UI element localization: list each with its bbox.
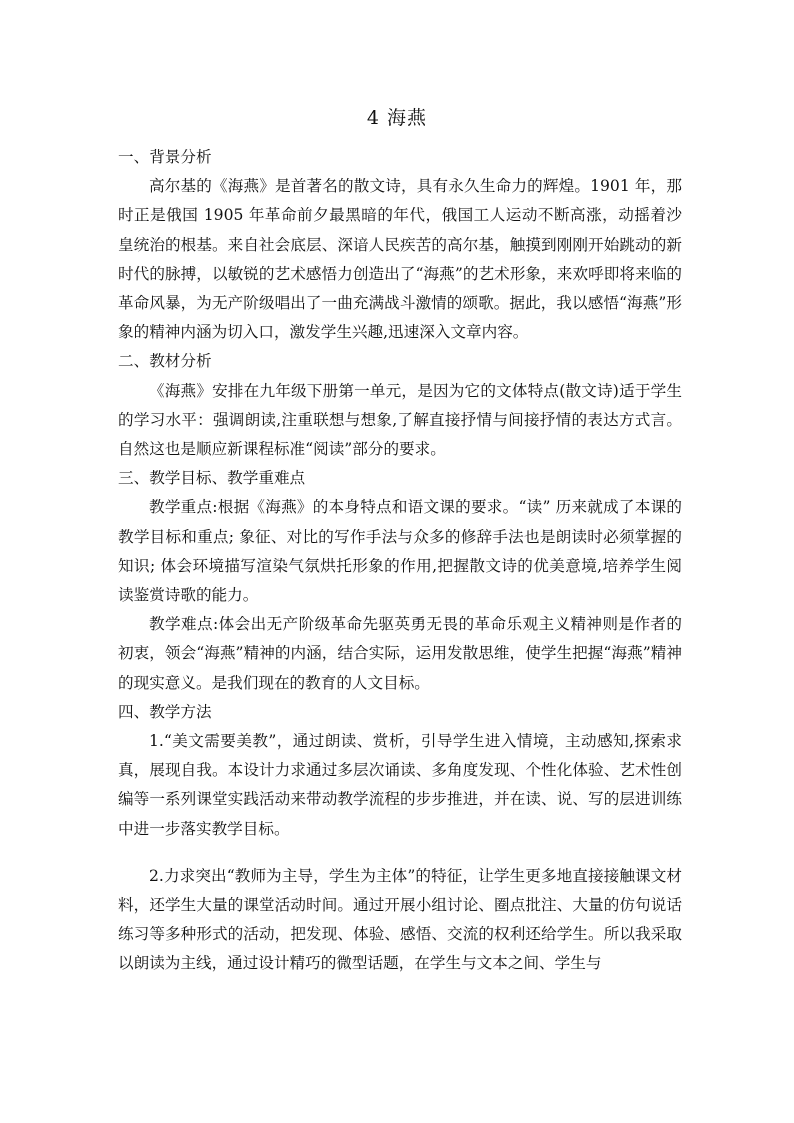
document-body — [118, 143, 682, 979]
method-item-2: 2.力求突出“教师为主导，学生为主体”的特征，让学生更多地直接接触课文材料，还学生大量的课堂活动时间。通过开展小组讨论、圈点批注、大量的仿句说话练习等多种形式的活动，把发现、体验、感悟、交流的权利还给学生。所以我采取以朗读为主线，通过设计精巧的微型话题，在学生与文本之间、学生与 — [118, 866, 682, 973]
section-heading-goals: 三、教学目标、教学重难点 — [118, 469, 306, 488]
section-heading-methods: 四、教学方法 — [118, 702, 212, 721]
section-heading-background: 一、背景分析 — [118, 148, 212, 166]
difficulty-paragraph: 教学难点:体会出无产阶级革命先驱英勇无畏的革命乐观主义精神则是作者的初衷，领会“海燕”精神的内涵，结合实际，运用发散思维，使学生把握“海燕”精神的现实意义。是我们现在的教育的人文目标。 — [118, 615, 682, 692]
document-title: 4 海燕 — [366, 107, 428, 129]
section-heading-textbook: 二、教材分析 — [118, 352, 212, 371]
method-item-1: 1.“美文需要美教”，通过朗读、赏析，引导学生进入情境，主动感知,探索求真，展现自我。本设计力求通过多层次诵读、多角度发现、个性化体验、艺术性创编等一系列课堂实践活动来带动教学流程的步步推进，并在读、说、写的层进训练中进一步落实教学目标。 — [118, 732, 682, 838]
key-point-paragraph: 教学重点:根据《海燕》的本身特点和语文课的要求。“读” 历来就成了本课的教学目标和重点; 象征、对比的写作手法与众多的修辞手法也是朗读时必须掌握的知识; 体会环境描写渲染气氛烘托形象的作用,把握散文诗的优美意境,培养学生阅读鉴赏诗歌的能力。 — [118, 498, 682, 605]
textbook-paragraph: 《海燕》安排在九年级下册第一单元，是因为它的文体特点(散文诗)适于学生的学习水平：强调朗读,注重联想与想象,了解直接抒情与间接抒情的表达方式言。自然这也是顺应新课程标准“阅读”部分的要求。 — [118, 381, 682, 459]
background-paragraph: 高尔基的《海燕》是首著名的散文诗，具有永久生命力的辉煌。1901 年，那时正是俄国 1905 年革命前夕最黑暗的年代，俄国工人运动不断高涨，动摇着沙皇统治的根基。来自社会底层、深谙人民疾苦的高尔基，触摸到刚刚开始跳动的新时代的脉搏，以敏锐的艺术感悟力创造出了“海燕”的艺术形象，来欢呼即将来临的革命风暴，为无产阶级唱出了一曲充满战斗激情的颂歌。据此，我以感悟“海燕”形象的精神内涵为切入口，激发学生兴趣,迅速深入文章内容。 — [118, 177, 682, 342]
paragraph-gap — [118, 844, 682, 862]
